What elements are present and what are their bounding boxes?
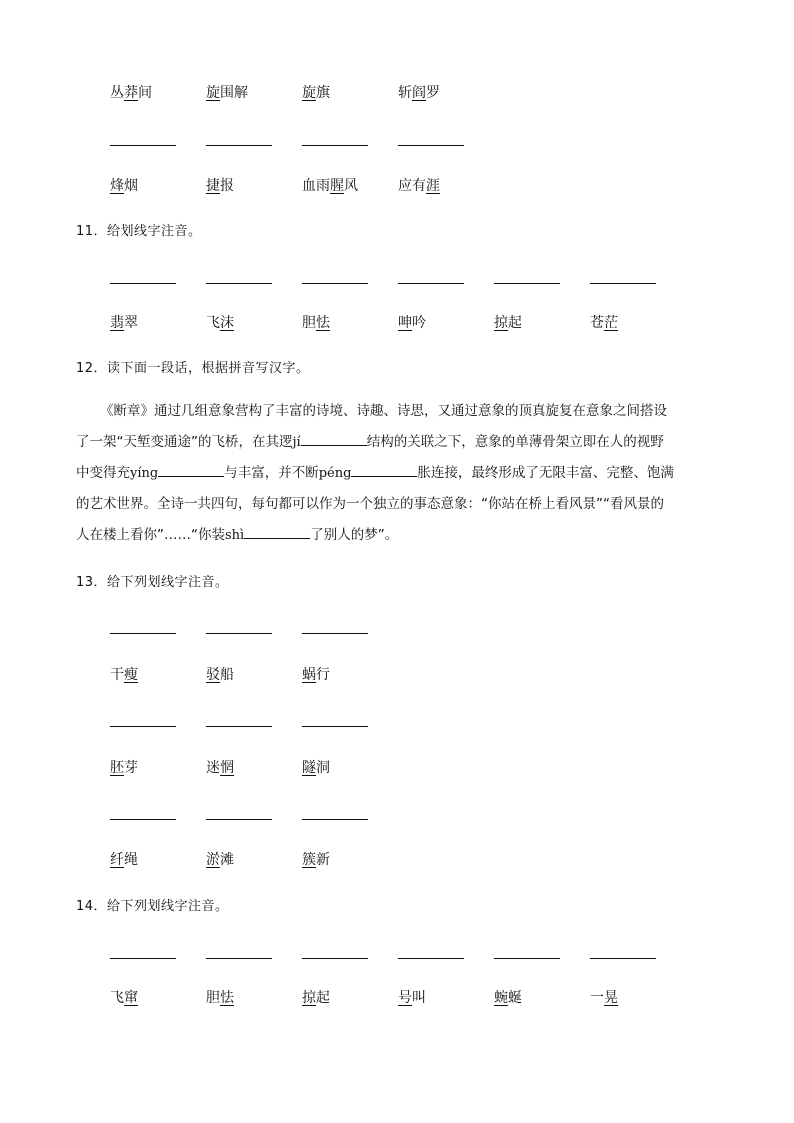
word-item: 纤绳 <box>110 852 138 868</box>
answer-blank[interactable] <box>110 819 176 820</box>
question-title: 14．给下列划线字注音。 <box>76 899 229 914</box>
word-item: 翡翠 <box>110 315 138 331</box>
answer-blank[interactable] <box>302 145 368 146</box>
word-item: 胆怯 <box>302 315 330 331</box>
word-item: 斩阎罗 <box>398 85 440 101</box>
word-item: 一晃 <box>590 990 618 1006</box>
answer-blank[interactable] <box>206 819 272 820</box>
inline-answer-blank[interactable] <box>301 431 367 446</box>
question-title: 11．给划线字注音。 <box>76 224 202 239</box>
word-item: 胆怯 <box>206 990 234 1006</box>
word-item: 飞窜 <box>110 990 138 1006</box>
passage-line: 中变得充yíng 与丰富，并不断péng 胀连接，最终形成了无限丰富、完整、饱满 <box>76 458 716 489</box>
word-item: 蜗行 <box>302 667 330 683</box>
passage-line: 《断章》通过几组意象营构了丰富的诗境、诗趣、诗思，又通过意象的顶真旋复在意象之间搭设 <box>100 403 667 419</box>
answer-blank[interactable] <box>302 819 368 820</box>
answer-blank[interactable] <box>590 283 656 284</box>
question-title: 12．读下面一段话，根据拼音写汉字。 <box>76 361 310 376</box>
word-item: 苍茫 <box>590 315 618 331</box>
word-item: 烽烟 <box>110 178 138 194</box>
word-item: 胚芽 <box>110 760 138 776</box>
answer-blank[interactable] <box>206 958 272 959</box>
word-item: 淤滩 <box>206 852 234 868</box>
word-item: 血雨腥风 <box>302 178 358 194</box>
answer-blank[interactable] <box>110 958 176 959</box>
answer-blank[interactable] <box>590 958 656 959</box>
answer-blank[interactable] <box>206 145 272 146</box>
answer-blank[interactable] <box>110 145 176 146</box>
pinyin-hint: jí <box>292 435 301 450</box>
answer-blank[interactable] <box>398 145 464 146</box>
word-item: 号叫 <box>398 990 426 1006</box>
answer-blank[interactable] <box>206 283 272 284</box>
answer-blank[interactable] <box>494 958 560 959</box>
word-item: 旋旗 <box>302 85 330 101</box>
answer-blank[interactable] <box>206 726 272 727</box>
word-item: 丛莽间 <box>110 85 152 101</box>
answer-blank[interactable] <box>302 633 368 634</box>
passage-line: 了一架“天堑变通途”的飞桥，在其逻jí 结构的关联之下，意象的单薄骨架立即在人的视野 <box>76 427 716 458</box>
answer-blank[interactable] <box>302 726 368 727</box>
word-item: 飞沫 <box>206 315 234 331</box>
word-item: 捷报 <box>206 178 234 194</box>
pinyin-hint: péng <box>318 466 352 481</box>
word-item: 呻吟 <box>398 315 426 331</box>
word-item: 掠起 <box>302 990 330 1006</box>
word-item: 蜿蜒 <box>494 990 522 1006</box>
word-item: 掠起 <box>494 315 522 331</box>
answer-blank[interactable] <box>110 283 176 284</box>
answer-blank[interactable] <box>206 633 272 634</box>
word-item: 隧洞 <box>302 760 330 776</box>
passage <box>76 396 716 551</box>
passage-line: 的艺术世界。全诗一共四句，每句都可以作为一个独立的事态意象：“你站在桥上看风景”“看风景的 <box>76 496 664 512</box>
word-item: 旋围解 <box>206 85 248 101</box>
answer-blank[interactable] <box>494 283 560 284</box>
answer-blank[interactable] <box>302 958 368 959</box>
pinyin-hint: shì <box>225 528 245 543</box>
word-item: 迷惘 <box>206 760 234 776</box>
word-item: 簇新 <box>302 852 330 868</box>
answer-blank[interactable] <box>110 633 176 634</box>
word-item: 应有涯 <box>398 178 440 194</box>
question-title: 13．给下列划线字注音。 <box>76 575 229 590</box>
inline-answer-blank[interactable] <box>158 462 224 477</box>
answer-blank[interactable] <box>110 726 176 727</box>
answer-blank[interactable] <box>398 283 464 284</box>
word-item: 干瘦 <box>110 667 138 683</box>
passage-line: 人在楼上看你”……“你装shì 了别人的梦”。 <box>76 520 716 551</box>
inline-answer-blank[interactable] <box>244 524 310 539</box>
inline-answer-blank[interactable] <box>351 462 417 477</box>
answer-blank[interactable] <box>302 283 368 284</box>
word-item: 驳船 <box>206 667 234 683</box>
answer-blank[interactable] <box>398 958 464 959</box>
pinyin-hint: yíng <box>130 466 159 481</box>
